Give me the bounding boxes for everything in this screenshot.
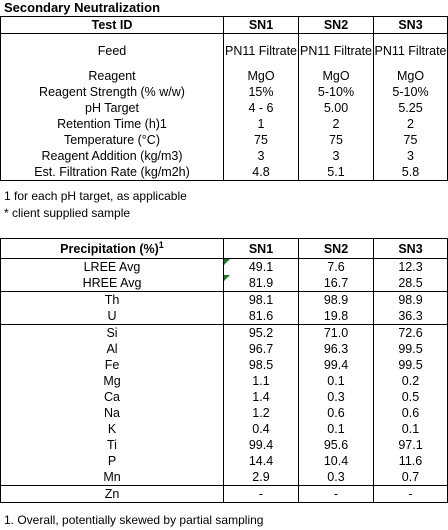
cell-value: 19.8 bbox=[299, 308, 374, 325]
table-row bbox=[1, 68, 448, 84]
row-label: Fe bbox=[1, 357, 224, 373]
cell-value: 0.6 bbox=[374, 405, 448, 421]
cell-value: 2 bbox=[299, 116, 374, 132]
cell-value: 0.7 bbox=[374, 469, 448, 486]
header-test-id: Test ID bbox=[1, 17, 224, 34]
precipitation-table bbox=[0, 238, 448, 503]
cell-value: 28.5 bbox=[374, 275, 448, 292]
row-label: Est. Filtration Rate (kg/m2h) bbox=[1, 164, 224, 181]
page-title: Secondary Neutralization bbox=[4, 0, 161, 15]
cell-value: 99.5 bbox=[374, 341, 448, 357]
cell-value: 0.5 bbox=[374, 389, 448, 405]
cell-value: 4 - 6 bbox=[224, 100, 299, 116]
cell-value: 15% bbox=[224, 84, 299, 100]
table-row bbox=[1, 164, 448, 181]
header-sn2: SN2 bbox=[299, 17, 374, 34]
header-sn1: SN1 bbox=[224, 239, 299, 259]
table-row bbox=[1, 259, 448, 276]
cell-value: 75 bbox=[374, 132, 448, 148]
row-label: Reagent Addition (kg/m3) bbox=[1, 148, 224, 164]
row-label: LREE Avg bbox=[1, 259, 224, 276]
cell-value: 14.4 bbox=[224, 453, 299, 469]
cell-value: 0.2 bbox=[374, 373, 448, 389]
row-label: Retention Time (h)1 bbox=[1, 116, 224, 132]
cell-value: 75 bbox=[299, 132, 374, 148]
cell-value: 97.1 bbox=[374, 437, 448, 453]
cell-value: 5.25 bbox=[374, 100, 448, 116]
row-label: Mn bbox=[1, 469, 224, 486]
cell-value: - bbox=[299, 486, 374, 503]
cell-value: 81.6 bbox=[224, 308, 299, 325]
cell-value: 99.4 bbox=[299, 357, 374, 373]
row-label: Al bbox=[1, 341, 224, 357]
cell-value: MgO bbox=[299, 68, 374, 84]
cell-value: - bbox=[374, 486, 448, 503]
cell-value: 98.9 bbox=[374, 292, 448, 309]
cell-value: 98.9 bbox=[299, 292, 374, 309]
row-label: Ca bbox=[1, 389, 224, 405]
table-row bbox=[1, 341, 448, 357]
table-row bbox=[1, 148, 448, 164]
cell-value: 0.1 bbox=[374, 421, 448, 437]
cell-value: 75 bbox=[224, 132, 299, 148]
cell-value: 99.4 bbox=[224, 437, 299, 453]
table-header-row bbox=[1, 17, 448, 34]
cell-value: 11.6 bbox=[374, 453, 448, 469]
row-label: Th bbox=[1, 292, 224, 309]
cell-value: 5.00 bbox=[299, 100, 374, 116]
table-row bbox=[1, 486, 448, 503]
table-row bbox=[1, 84, 448, 100]
row-label: Mg bbox=[1, 373, 224, 389]
cell-value: 72.6 bbox=[374, 325, 448, 342]
cell-value: 3 bbox=[299, 148, 374, 164]
row-label: pH Target bbox=[1, 100, 224, 116]
header-label: Precipitation (%) bbox=[60, 242, 159, 257]
cell-value: 2 bbox=[374, 116, 448, 132]
cell-value: MgO bbox=[224, 68, 299, 84]
row-label: K bbox=[1, 421, 224, 437]
table-row bbox=[1, 308, 448, 325]
cell-value: 95.6 bbox=[299, 437, 374, 453]
cell-value: PN11 Filtrate bbox=[374, 34, 448, 69]
cell-value: 49.1 bbox=[224, 259, 299, 276]
footnote-ph: 1 for each pH target, as applicable bbox=[4, 189, 187, 203]
cell-value: 7.6 bbox=[299, 259, 374, 276]
table-row bbox=[1, 292, 448, 309]
row-label: U bbox=[1, 308, 224, 325]
row-label: Zn bbox=[1, 486, 224, 503]
footnote-overall: 1. Overall, potentially skewed by partial sampling bbox=[4, 513, 264, 527]
cell-value: 1.1 bbox=[224, 373, 299, 389]
cell-value: 2.9 bbox=[224, 469, 299, 486]
cell-value: 5-10% bbox=[299, 84, 374, 100]
cell-value: MgO bbox=[374, 68, 448, 84]
row-label: Na bbox=[1, 405, 224, 421]
cell-value: 0.3 bbox=[299, 389, 374, 405]
cell-value: 0.1 bbox=[299, 373, 374, 389]
cell-value: PN11 Filtrate bbox=[224, 34, 299, 69]
row-label: Reagent bbox=[1, 68, 224, 84]
row-label: P bbox=[1, 453, 224, 469]
table-row bbox=[1, 389, 448, 405]
row-label: Temperature (°C) bbox=[1, 132, 224, 148]
table-row bbox=[1, 325, 448, 342]
cell-value: 36.3 bbox=[374, 308, 448, 325]
table-row bbox=[1, 437, 448, 453]
footnote-client-sample: * client supplied sample bbox=[4, 206, 131, 220]
cell-value: 3 bbox=[374, 148, 448, 164]
cell-value: 12.3 bbox=[374, 259, 448, 276]
table-row bbox=[1, 275, 448, 292]
header-sn3: SN3 bbox=[374, 239, 448, 259]
table-row bbox=[1, 132, 448, 148]
table-row bbox=[1, 469, 448, 486]
row-label: Si bbox=[1, 325, 224, 342]
cell-value: PN11 Filtrate bbox=[299, 34, 374, 69]
table-row bbox=[1, 405, 448, 421]
cell-value: 98.5 bbox=[224, 357, 299, 373]
table-row bbox=[1, 453, 448, 469]
cell-value: 0.1 bbox=[299, 421, 374, 437]
cell-value: 1.4 bbox=[224, 389, 299, 405]
header-superscript: 1 bbox=[158, 240, 164, 251]
cell-value: 3 bbox=[224, 148, 299, 164]
cell-value: 5-10% bbox=[374, 84, 448, 100]
row-label: HREE Avg bbox=[1, 275, 224, 292]
cell-value: 0.4 bbox=[224, 421, 299, 437]
header-sn1: SN1 bbox=[224, 17, 299, 34]
table-row bbox=[1, 100, 448, 116]
row-label: Ti bbox=[1, 437, 224, 453]
table-row-feed bbox=[1, 34, 448, 69]
cell-value: 1 bbox=[224, 116, 299, 132]
header-precipitation bbox=[1, 239, 224, 259]
cell-value: 5.1 bbox=[299, 164, 374, 181]
table-header-row bbox=[1, 239, 448, 259]
neutralization-table bbox=[0, 16, 448, 181]
cell-value: 0.6 bbox=[299, 405, 374, 421]
cell-value: 81.9 bbox=[224, 275, 299, 292]
table-row bbox=[1, 357, 448, 373]
cell-value: 99.5 bbox=[374, 357, 448, 373]
row-label: Feed bbox=[1, 34, 224, 69]
cell-value: 71.0 bbox=[299, 325, 374, 342]
cell-value: 96.7 bbox=[224, 341, 299, 357]
cell-value: 1.2 bbox=[224, 405, 299, 421]
cell-value: 5.8 bbox=[374, 164, 448, 181]
cell-value: 98.1 bbox=[224, 292, 299, 309]
table-row bbox=[1, 116, 448, 132]
cell-value: 16.7 bbox=[299, 275, 374, 292]
cell-value: 96.3 bbox=[299, 341, 374, 357]
cell-value: 0.3 bbox=[299, 469, 374, 486]
header-sn2: SN2 bbox=[299, 239, 374, 259]
cell-value: 95.2 bbox=[224, 325, 299, 342]
cell-value: - bbox=[224, 486, 299, 503]
table-row bbox=[1, 421, 448, 437]
table-row bbox=[1, 373, 448, 389]
cell-value: 10.4 bbox=[299, 453, 374, 469]
row-label: Reagent Strength (% w/w) bbox=[1, 84, 224, 100]
header-sn3: SN3 bbox=[374, 17, 448, 34]
cell-value: 4.8 bbox=[224, 164, 299, 181]
